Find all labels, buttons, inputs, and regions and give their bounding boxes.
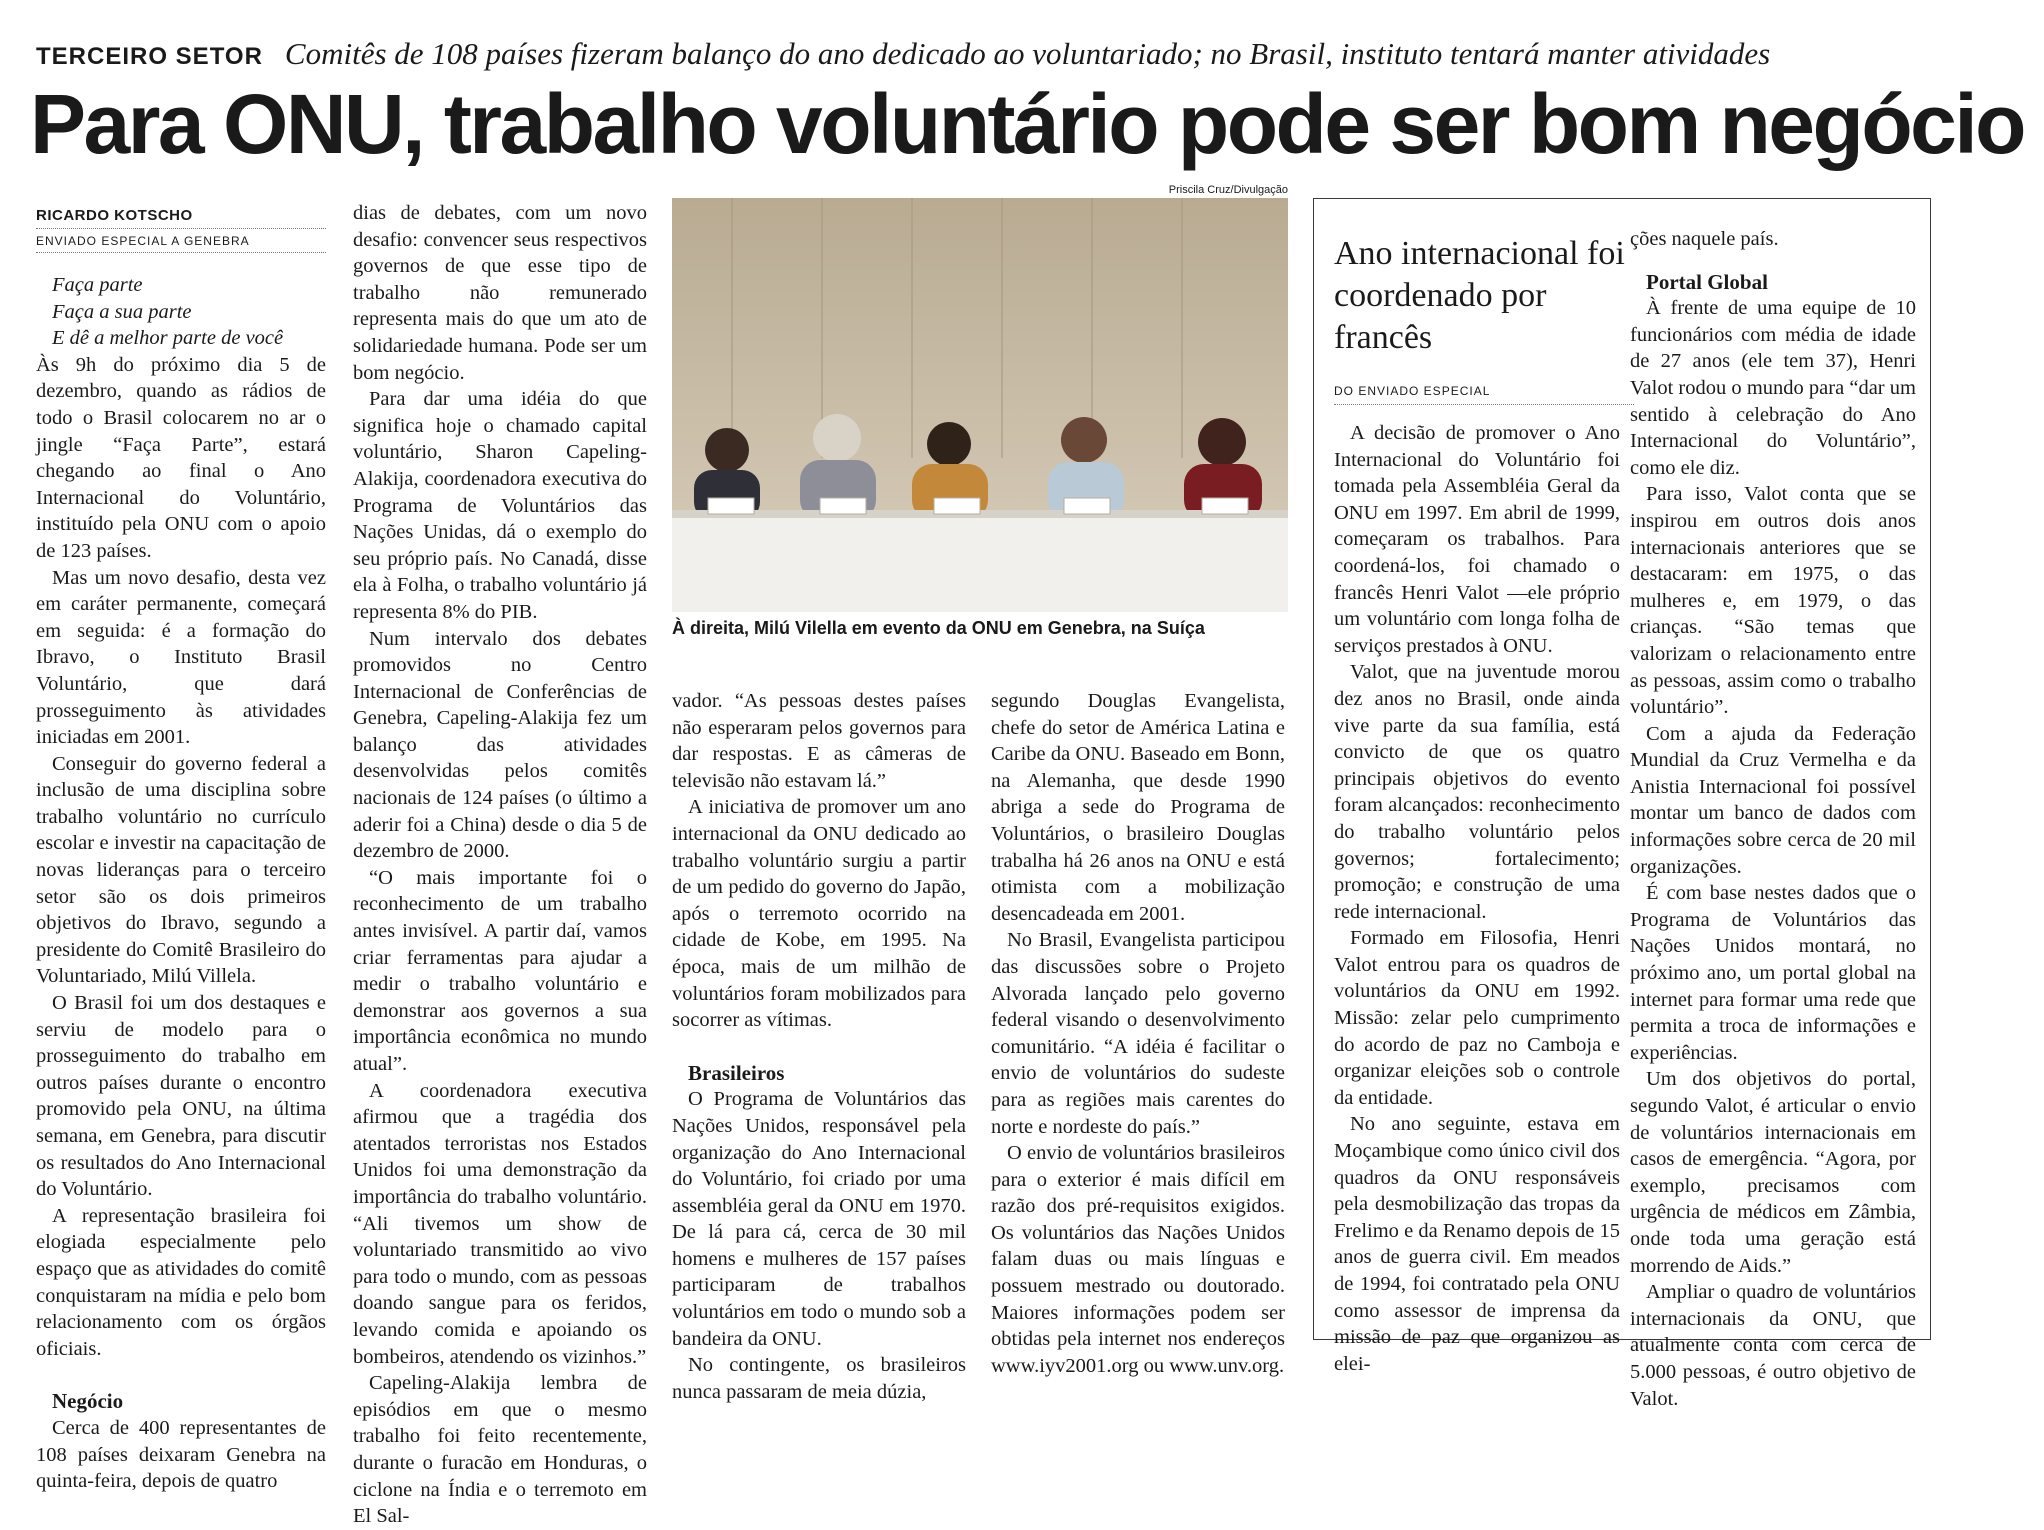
sidebar-title: Ano internacional foi coordenado por francês — [1334, 235, 1625, 356]
subhead-brasileiros: Brasileiros — [688, 1060, 785, 1085]
paragraph: Um dos objetivos do portal, segundo Valot, é articular o envio de voluntários internacionais em casos de emergência. “Agora, por exemplo, precisamos com urgência de médicos em Zâmbia, onde toda uma geração está morrendo de Aids.” — [1630, 1068, 1916, 1277]
paragraph: vador. “As pessoas destes países não esperaram pelos governos para dar respostas. E as câmeras de televisão não estavam lá.” — [672, 690, 966, 792]
paragraph: À frente de uma equipe de 10 funcionários com média de idade de 27 anos (ele tem 37), Henri Valot rodou o mundo para “dar um sentido à celebração do Ano Internacional do Voluntário”, como ele diz. — [1630, 297, 1916, 479]
paragraph: A representação brasileira foi elogiada especialmente pelo espaço que as atividades do comitê conquistaram na mídia e pelo bom relacionamento com os órgãos oficiais. — [36, 1204, 326, 1360]
article-column-1 — [36, 272, 326, 1495]
subhead-negocio: Negócio — [52, 1389, 124, 1414]
subheadline: Comitês de 108 países fizeram balanço do ano dedicado ao voluntariado; no Brasil, instituto tentará manter atividades — [284, 36, 1771, 71]
paragraph: Valot, que na juventude morou dez anos no Brasil, onde ainda vive parte da sua família, está convicto de que os quatro principais objetivos do evento foram alcançados: reconhecimento do trabalho voluntário pelos governos; fortalecimento; promoção; e construção de uma rede internacional. — [1334, 661, 1620, 923]
paragraph: dias de debates, com um novo desafio: convencer seus respectivos governos de que esse tipo de trabalho não remunerado representa mais do que um ato de solidariedade humana. Pode ser um bom negócio. — [353, 202, 647, 384]
paragraph: O Programa de Voluntários das Nações Unidos, responsável pela organização do Ano Internacional do Voluntário, foi criado por uma assembléia geral da ONU em 1970. De lá para cá, cerca de 30 mil homens e mulheres de 157 países participaram de trabalhos voluntários em todo o mundo sob a bandeira da ONU. — [672, 1088, 966, 1350]
byline-role: ENVIADO ESPECIAL A GENEBRA — [36, 229, 326, 253]
paragraph: Num intervalo dos debates promovidos no Centro Internacional de Conferências de Genebra, Capeling-Alakija fez um balanço das atividades desenvolvidas pelos comitês nacionais de 124 países (o último a aderir foi a China) desde o dia 5 de dezembro de 2000. — [353, 627, 647, 863]
sidebar-column-2 — [1630, 226, 1916, 1412]
paragraph: Cerca de 400 representantes de 108 países deixaram Genebra na quinta-feira, depois de quatro — [36, 1416, 326, 1493]
paragraph: É com base nestes dados que o Programa de Voluntários das Nações Unidos montará, no próximo ano, um portal global na internet para formar uma rede que permita a troca de informações e experiências. — [1630, 882, 1916, 1064]
paragraph: segundo Douglas Evangelista, chefe do setor de América Latina e Caribe da ONU. Baseado em Bonn, na Alemanha, que desde 1990 abriga a sede do Programa de Voluntários, o brasileiro Douglas trabalha há 26 anos na ONU e está otimista com a mobilização desencadeada em 2001. — [991, 690, 1285, 925]
paragraph: No contingente, os brasileiros nunca passaram de meia dúzia, — [672, 1354, 966, 1403]
paragraph: No Brasil, Evangelista participou das discussões sobre o Projeto Alvorada lançado pelo governo federal visando o desenvolvimento comunitário. “A idéia é facilitar o envio de voluntários do sudeste para as regiões mais carentes do norte e nordeste do país.” — [991, 929, 1285, 1138]
paragraph: A coordenadora executiva afirmou que a tragédia dos atentados terroristas nos Estados Unidos foi uma demonstração da importância do trabalho voluntário. “Ali tivemos um show de voluntariado transmitido ao vivo para todo o mundo, com as pessoas doando sangue para os feridos, levando comida e apoiando os bombeiros, atendendo os vizinhos.” — [353, 1079, 647, 1368]
paragraph: ções naquele país. — [1630, 228, 1779, 250]
byline — [36, 207, 326, 253]
photo-credit: Priscila Cruz/Divulgação — [1168, 184, 1288, 196]
event-photo — [672, 198, 1288, 612]
photo-caption: À direita, Milú Vilella em evento da ONU em Genebra, na Suíça — [672, 618, 1205, 638]
article-column-4 — [991, 688, 1285, 1379]
subhead-portal-global: Portal Global — [1646, 269, 1768, 294]
kicker-line — [36, 36, 1770, 76]
paragraph: “O mais importante foi o reconhecimento de um trabalho antes invisível. A partir daí, vamos criar ferramentas para ajudar a medir o trabalho voluntário e demonstrar aos governos a sua importância econômica no mundo atual”. — [353, 866, 647, 1075]
sidebar-column-1 — [1334, 420, 1620, 1377]
article-column-2 — [353, 200, 647, 1530]
paragraph: No ano seguinte, estava em Moçambique como único civil dos quadros da ONU responsáveis pela desmobilização das tropas da Frelimo e da Renamo depois de 15 anos de guerra civil. Em meados de 1994, foi contratado pela ONU como assessor de imprensa da missão de paz que organizou as elei- — [1334, 1113, 1620, 1375]
epigraph-line: E dê a melhor parte de você — [52, 327, 284, 350]
epigraph-line: Faça parte — [52, 274, 143, 296]
byline-author: RICARDO KOTSCHO — [36, 207, 326, 229]
article-column-3 — [672, 688, 966, 1405]
epigraph-line: Faça a sua parte — [52, 300, 192, 323]
paragraph: A iniciativa de promover um ano internacional da ONU dedicado ao trabalho voluntário surgiu a partir de um pedido do governo do Japão, após o terremoto ocorrido na cidade de Kobe, em 1995. Na época, mais de um milhão de voluntários foram mobilizados para socorrer as vítimas. — [672, 796, 966, 1032]
paragraph: Ampliar o quadro de voluntários internacionais da ONU, que atualmente conta com cerca de 5.000 pessoas, é outro objetivo de Valot. — [1630, 1281, 1916, 1410]
paragraph: Às 9h do próximo dia 5 de dezembro, quando as rádios de todo o Brasil colocarem no ar o jingle “Faça Parte”, estará chegando ao final o Ano Internacional do Voluntário, instituído pela ONU com o apoio de 123 países. — [36, 353, 326, 562]
paragraph: O Brasil foi um dos destaques e serviu de modelo para o prosseguimento do trabalho em outros países durante o encontro promovido pela ONU, na última semana, em Genebra, para discutir os resultados do Ano Internacional do Voluntário. — [36, 992, 326, 1201]
paragraph: O envio de voluntários brasileiros para o exterior é mais difícil em razão dos pré-requisitos exigidos. Os voluntários das Nações Unidos falam duas ou mais línguas e possuem mestrado ou doutorado. Maiores informações podem ser obtidas pela internet nos endereços www.iyv2001.org ou www.unv.org. — [991, 1142, 1285, 1377]
sidebar-byline: DO ENVIADO ESPECIAL — [1334, 384, 1634, 405]
paragraph: Mas um novo desafio, desta vez em caráter permanente, começará em seguida: é a formação do Ibravo, o Instituto Brasil Voluntário, que dará prosseguimento às atividades iniciadas em 2001. — [36, 566, 326, 749]
paragraph: Para dar uma idéia do que significa hoje o chamado capital voluntário, Sharon Capeling-Alakija, coordenadora executiva do Programa de Voluntários das Nações Unidas, dá o exemplo do seu próprio país. No Canadá, disse ela à Folha, o trabalho voluntário já representa 8% do PIB. — [353, 388, 647, 623]
paragraph: Com a ajuda da Federação Mundial da Cruz Vermelha e da Anistia Internacional foi possível montar um banco de dados com informações sobre cerca de 20 mil organizações. — [1630, 722, 1916, 878]
paragraph: Para isso, Valot conta que se inspirou em outros dois anos internacionais anteriores que se destacaram: em 1975, o das mulheres e, em 1979, o das crianças. “São temas que valorizam o relacionamento entre as pessoas, assim como o trabalho voluntário”. — [1630, 483, 1916, 719]
section-label: TERCEIRO SETOR — [36, 43, 263, 70]
photo-illustration — [672, 198, 1288, 612]
headline: Para ONU, trabalho voluntário pode ser bom negócio — [30, 77, 2024, 171]
paragraph: Capeling-Alakija lembra de episódios em que o mesmo trabalho foi feito recentemente, durante o furacão em Honduras, o ciclone na Índia e o terremoto em El Sal- — [353, 1372, 647, 1528]
paragraph: Formado em Filosofia, Henri Valot entrou para os quadros de voluntários da ONU em 1992. Missão: zelar pelo cumprimento do acordo de paz no Camboja e organizar eleições sob o controle da entidade. — [1334, 927, 1620, 1109]
paragraph: A decisão de promover o Ano Internacional do Voluntário foi tomada pela Assembléia Geral da ONU em 1997. Em abril de 1999, começaram os trabalhos. Para coordená-los, foi chamado o francês Henri Valot —ele próprio um voluntário com longa folha de serviços prestados à ONU. — [1334, 422, 1620, 657]
paragraph: Conseguir do governo federal a inclusão de uma disciplina sobre trabalho voluntário no currículo escolar e investir na capacitação de novas lideranças para o terceiro setor são os dois primeiros objetivos do Ibravo, segundo a presidente do Comitê Brasileiro do Voluntariado, Milú Villela. — [36, 752, 326, 988]
